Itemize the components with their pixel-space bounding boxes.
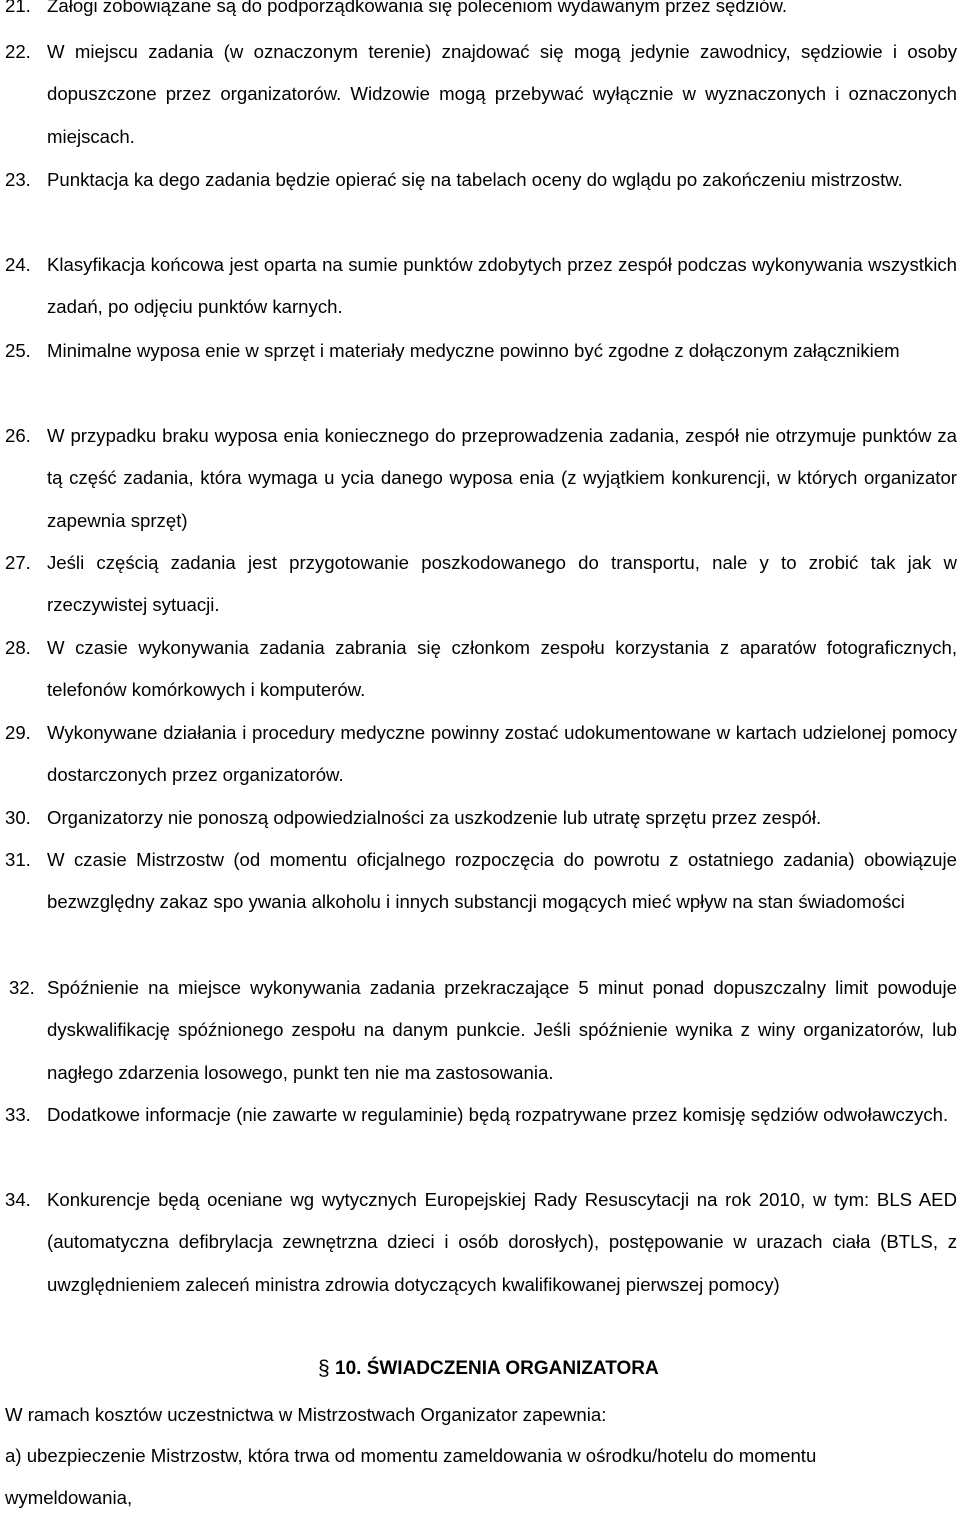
rule-text: W czasie wykonywania zadania zabrania się członkom zespołu korzystania z aparatów fotograficznych, telefonów komórkowych i komputerów.	[47, 637, 957, 701]
rule-number: 34.	[5, 1189, 31, 1210]
rule-number: 23.	[5, 169, 31, 190]
rule-number: 28.	[5, 637, 31, 658]
rule-30	[0, 797, 960, 839]
rule-text: Klasyfikacja końcowa jest oparta na sumie punktów zdobytych przez zespół podczas wykonywania wszystkich zadań, po odjęciu punktów karnych.	[47, 254, 957, 318]
rule-number: 30.	[5, 807, 31, 828]
rule-text: W przypadku braku wyposa enia koniecznego do przeprowadzenia zadania, zespół nie otrzymuje punktów za tą część zadania, która wymaga u ycia danego wyposa enia (z wyjątkiem konkurencji, w których organizator zapewnia sprzęt)	[47, 425, 957, 531]
rule-text: Jeśli częścią zadania jest przygotowanie poszkodowanego do transportu, nale y to zrobić tak jak w rzeczywistej sytuacji.	[47, 552, 957, 616]
rule-22	[0, 31, 960, 158]
rule-text: W czasie Mistrzostw (od momentu oficjalnego rozpoczęcia do powrotu z ostatniego zadania) obowiązuje bezwzględny zakaz spo ywania alkoholu i innych substancji mogących mieć wpływ na stan świadomości	[47, 849, 957, 913]
rule-26	[0, 415, 960, 542]
section-mark: §	[318, 1357, 330, 1380]
rule-34	[0, 1179, 960, 1306]
rule-24	[0, 244, 960, 329]
rule-31	[0, 839, 960, 924]
rule-number: 25.	[5, 340, 31, 361]
rule-27	[0, 542, 960, 627]
rule-text: Załogi zobowiązane są do podporządkowania się poleceniom wydawanym przez sędziów.	[47, 0, 788, 16]
rule-33	[0, 1094, 960, 1136]
rule-number: 33.	[5, 1104, 31, 1125]
rule-number: 24.	[5, 254, 31, 275]
rule-28	[0, 627, 960, 712]
rule-21	[0, 0, 960, 27]
rule-text: Punktacja ka dego zadania będzie opierać się na tabelach oceny do wglądu po zakończeniu mistrzostw.	[47, 169, 903, 190]
rule-text: W miejscu zadania (w oznaczonym terenie) znajdować się mogą jedynie zawodnicy, sędziowie i osoby dopuszczone przez organizatorów. Widzowie mogą przebywać wyłącznie w wyznaczonych i oznaczonych miejscach.	[47, 41, 957, 147]
rule-text: Organizatorzy nie ponoszą odpowiedzialności za uszkodzenie lub utratę sprzętu przez zespół.	[47, 807, 822, 828]
rule-number: 22.	[5, 41, 31, 62]
rule-number: 31.	[5, 849, 31, 870]
rule-number: 26.	[5, 425, 31, 446]
rule-23	[0, 159, 960, 201]
rule-text: Dodatkowe informacje (nie zawarte w regulaminie) będą rozpatrywane przez komisję sędziów odwoławczych.	[47, 1104, 949, 1125]
rule-32	[0, 967, 960, 1094]
rule-number: 29.	[5, 722, 31, 743]
rule-text: Minimalne wyposa enie w sprzęt i materiały medyczne powinno być zgodne z dołączonym załącznikiem	[47, 340, 900, 361]
rule-text: Konkurencje będą oceniane wg wytycznych Europejskiej Rady Resuscytacji na rok 2010, w tym: BLS AED (automatyczna defibrylacja zewnętrzna dzieci i osób dorosłych), postępowanie w urazach ciała (BTLS, z uwzględnieniem zaleceń ministra zdrowia dotyczących kwalifikowanej pierwszej pomocy)	[47, 1189, 957, 1295]
rule-number: 21.	[5, 0, 31, 16]
section-item-a: a) ubezpieczenie Mistrzostw, która trwa od momentu zameldowania w ośrodku/hotelu do momentu wymeldowania,	[5, 1445, 817, 1509]
rule-number: 32.	[9, 977, 35, 998]
rule-text: Wykonywane działania i procedury medyczne powinny zostać udokumentowane w kartach udzielonej pomocy dostarczonych przez organizatorów.	[47, 722, 957, 786]
rule-25	[0, 330, 960, 372]
section-intro: W ramach kosztów uczestnictwa w Mistrzostwach Organizator zapewnia:	[5, 1404, 607, 1425]
rule-number: 27.	[5, 552, 31, 573]
section-title: 10. ŚWIADCZENIA ORGANIZATORA	[335, 1358, 659, 1379]
rule-text: Spóźnienie na miejsce wykonywania zadania przekraczające 5 minut ponad dopuszczalny limit powoduje dyskwalifikację spóźnionego zespołu na danym punkcie. Jeśli spóźnienie wynika z winy organizatorów, lub nagłego zdarzenia losowego, punkt ten nie ma zastosowania.	[47, 977, 957, 1083]
rule-29	[0, 712, 960, 797]
